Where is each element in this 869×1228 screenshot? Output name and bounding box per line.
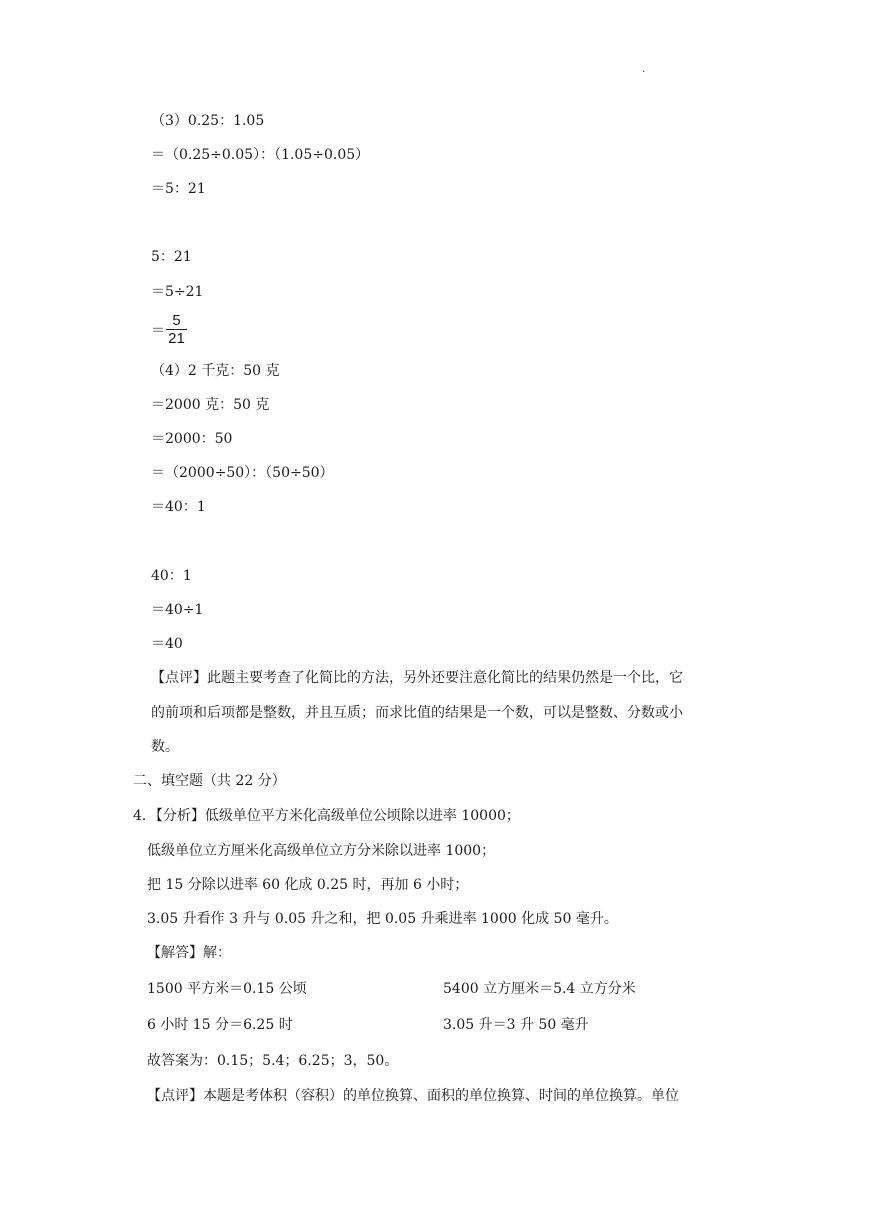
q4-analysis-1: 4．【分析】低级单位平方米化高级单位公顷除以进率 10000； xyxy=(133,808,520,824)
part4-line-5: ＝40：1 xyxy=(151,499,206,515)
section-title: 二、填空题（共 22 分） xyxy=(133,773,286,789)
part4-line-1: （4）2 千克：50 克 xyxy=(151,363,280,379)
fraction-denominator: 21 xyxy=(168,330,185,347)
part4-line-8: ＝40 xyxy=(151,636,183,652)
part4-line-6: 40：1 xyxy=(151,568,192,584)
q4-answer-heading: 【解答】解： xyxy=(147,945,231,961)
part4-line-2: ＝2000 克：50 克 xyxy=(151,397,270,413)
q4-result-3: 6 小时 15 分＝6.25 时 xyxy=(147,1017,293,1033)
part4-line-4: ＝（2000÷50）：（50÷50） xyxy=(151,465,334,481)
q4-result-4: 3.05 升＝3 升 50 毫升 xyxy=(443,1017,589,1033)
q4-comment: 【点评】本题是考体积（容积）的单位换算、面积的单位换算、时间的单位换算。单位 xyxy=(147,1088,679,1104)
fraction-stack xyxy=(166,312,187,347)
fraction-result xyxy=(151,312,187,347)
q4-final-answer: 故答案为：0.15；5.4；6.25；3，50。 xyxy=(147,1053,399,1069)
comment3-line-2: 的前项和后项都是整数，并且互质；而求比值的结果是一个数，可以是整数、分数或小 xyxy=(151,705,683,721)
q4-result-2: 5400 立方厘米＝5.4 立方分米 xyxy=(443,981,636,997)
part4-line-3: ＝2000：50 xyxy=(151,431,233,447)
part3-line-1: （3）0.25：1.05 xyxy=(151,113,265,129)
fraction-equals: ＝ xyxy=(151,322,165,339)
part3-line-2: ＝（0.25÷0.05）：（1.05÷0.05） xyxy=(151,147,370,163)
q4-analysis-2: 低级单位立方厘米化高级单位立方分米除以进率 1000； xyxy=(147,843,496,859)
header-mark: . xyxy=(642,64,646,75)
comment3-line-3: 数。 xyxy=(151,739,179,755)
q4-result-1: 1500 平方米＝0.15 公顷 xyxy=(147,981,307,997)
fraction-numerator: 5 xyxy=(172,312,181,329)
q4-analysis-4: 3.05 升看作 3 升与 0.05 升之和，把 0.05 升乘进率 1000 化成 50 毫升。 xyxy=(147,911,618,927)
part3-line-4: 5：21 xyxy=(151,249,192,265)
part3-line-5: ＝5÷21 xyxy=(151,284,204,300)
q4-analysis-3: 把 15 分除以进率 60 化成 0.25 时，再加 6 小时； xyxy=(147,877,469,893)
part4-line-7: ＝40÷1 xyxy=(151,602,204,618)
comment3-line-1: 【点评】此题主要考查了化简比的方法，另外还要注意化简比的结果仍然是一个比，它 xyxy=(151,670,683,686)
part3-line-3: ＝5：21 xyxy=(151,181,206,197)
